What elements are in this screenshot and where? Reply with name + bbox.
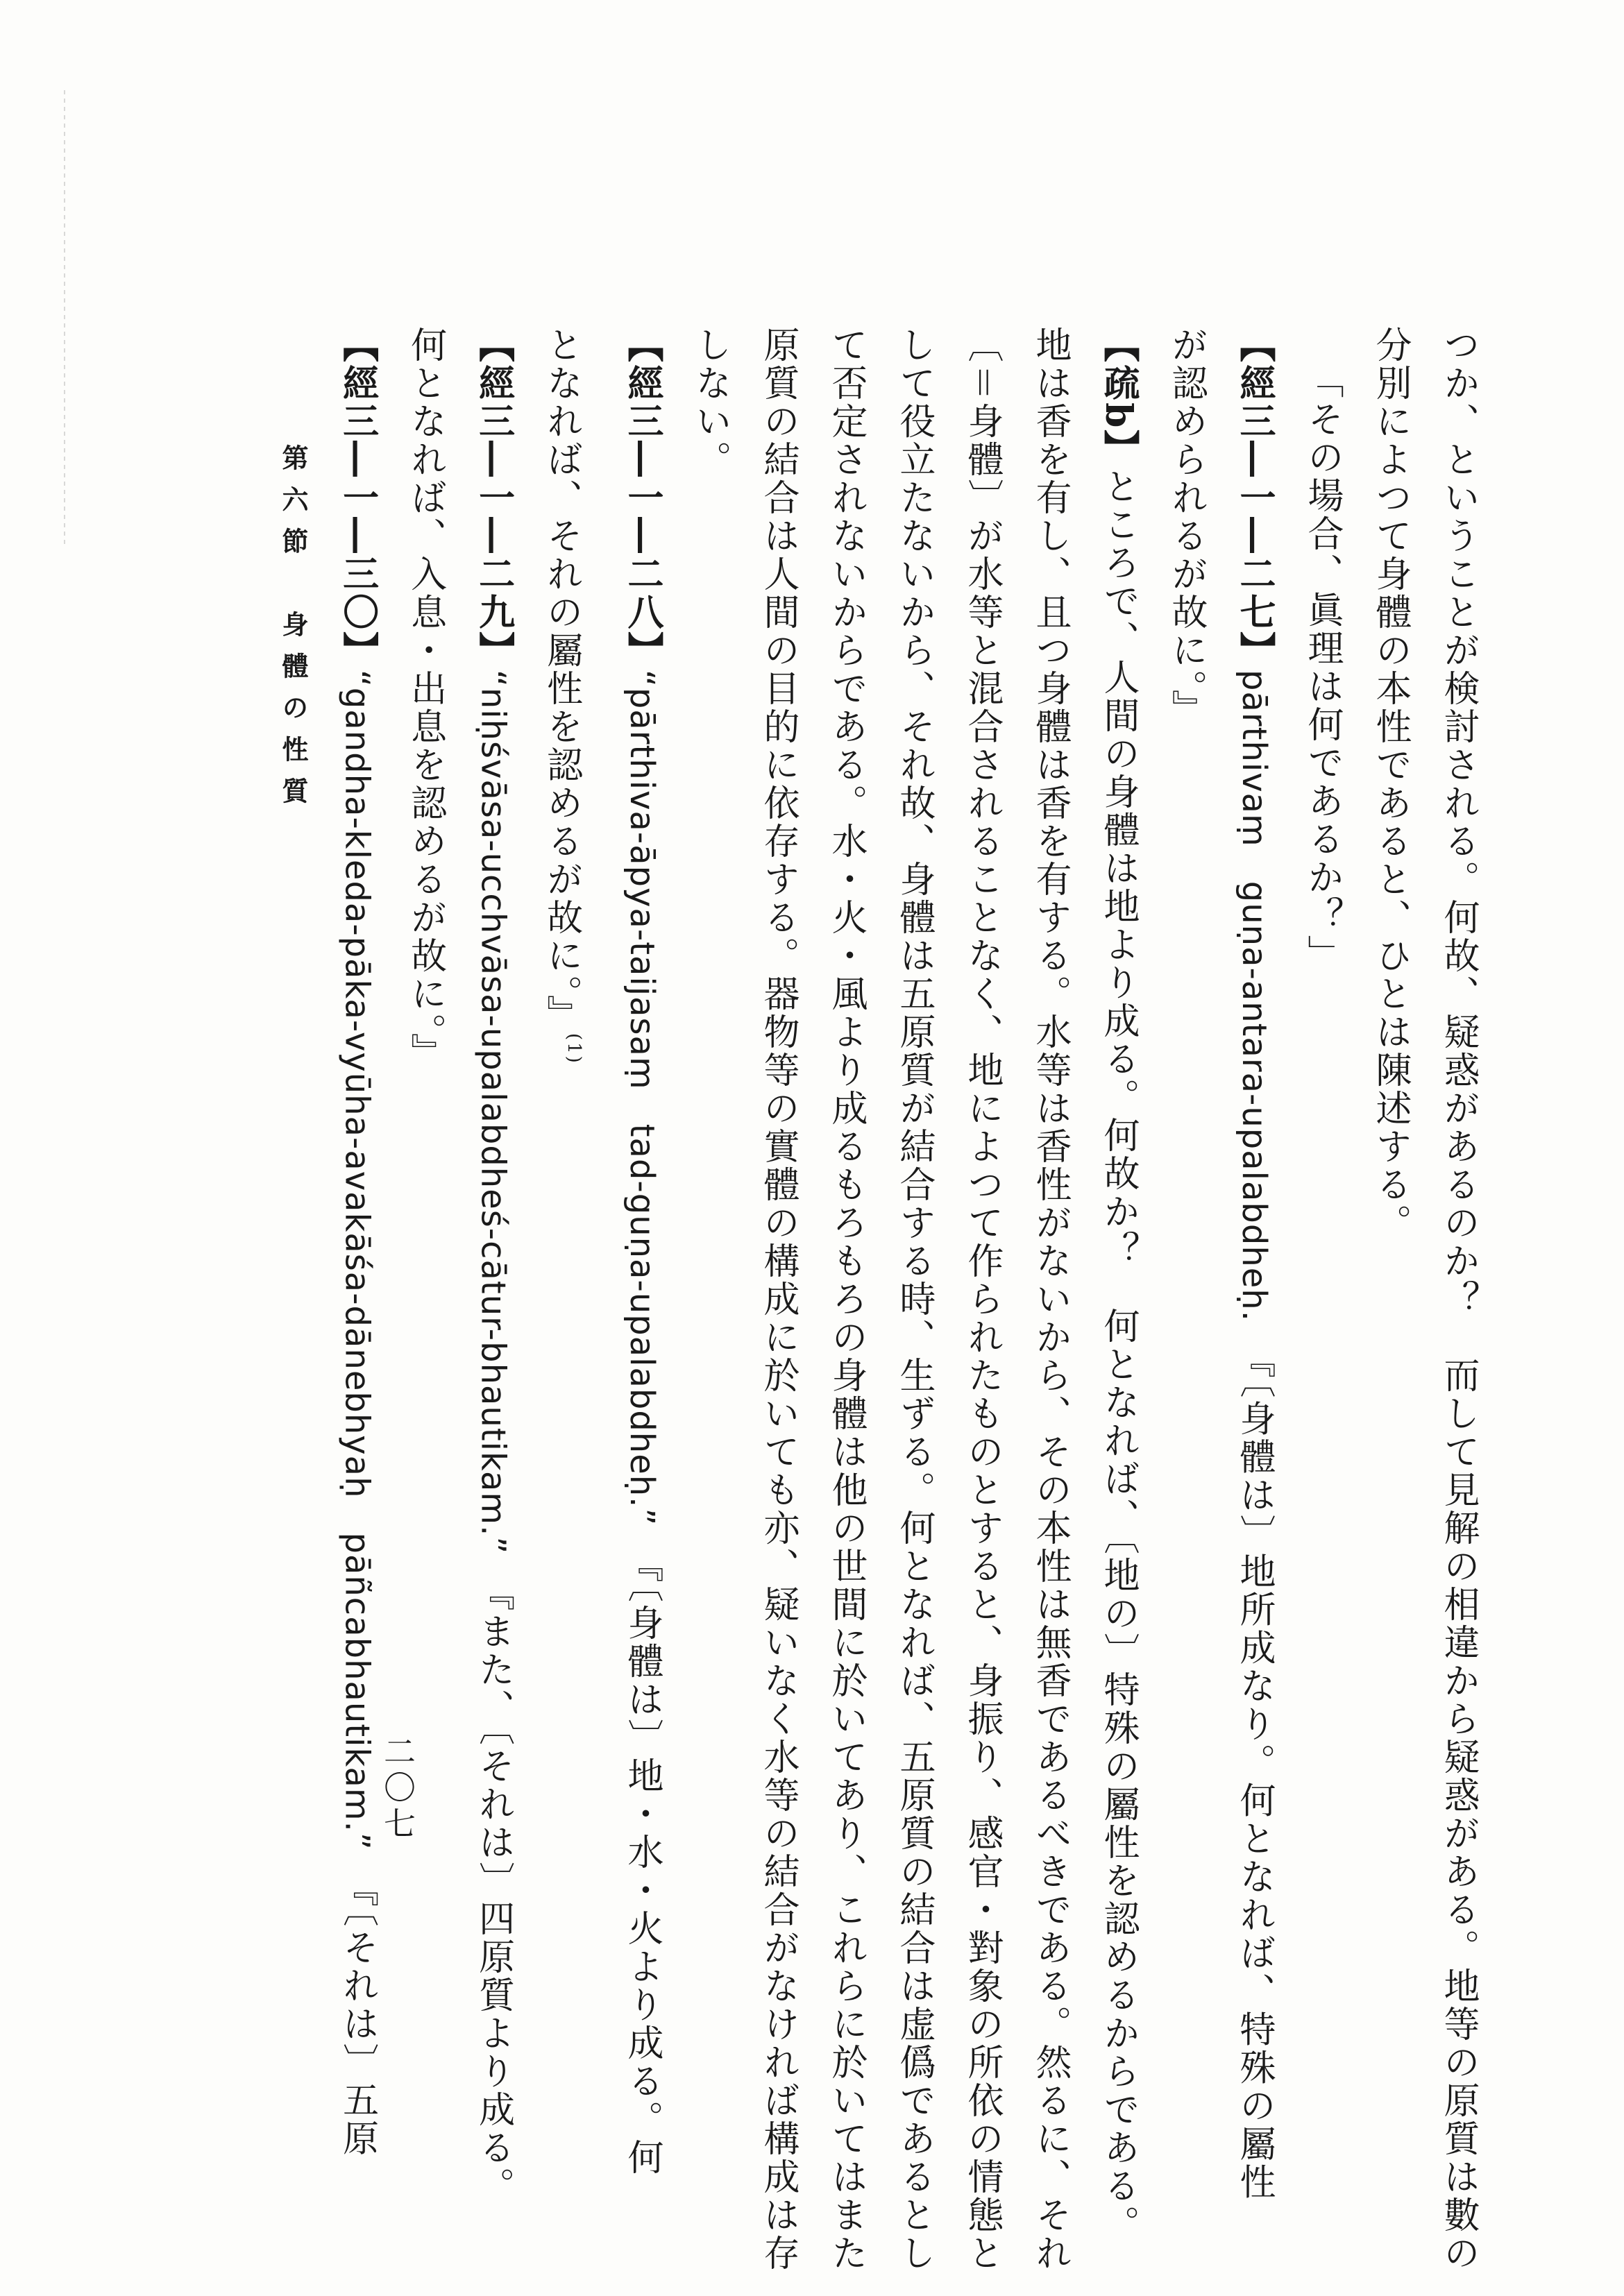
margin-rule	[64, 90, 65, 548]
text-line-1	[1424, 326, 1492, 2272]
text-line-13	[608, 326, 676, 2177]
line-text: つか、ということが検討される。何故、疑惑があるのか？ 而して見解の相違から疑惑がある。地等の原質は數の	[1437, 326, 1479, 2272]
line-text: しない。	[689, 326, 731, 479]
sanskrit-text: pārthivaṃ guṇa-antara-upalabdheḥ.	[1235, 670, 1274, 1322]
commentary-heading: 【疏b】	[1097, 326, 1140, 468]
line-text: 分別によつて身體の本性であると、ひとは陳述する。	[1369, 326, 1411, 1242]
line-text: して役立たないから、それ故、身體は五原質が結合する時、生ずる。何となれば、五原質の結合は虚僞であるとし	[893, 326, 935, 2272]
sanskrit-text: “niḥśvāsa-ucchvāsa-upalabdheś-cātur-bhautikam.”	[473, 670, 513, 1555]
sutra-heading: 【經三―一―二七】	[1233, 326, 1276, 670]
text-line-4	[1220, 326, 1288, 2202]
footnote-marker: (1)	[564, 1033, 584, 1065]
line-text: 原質の結合は人間の目的に依存する。器物等の實體の構成に於いても亦、疑いなく水等の結合がなければ構成は存	[757, 326, 799, 2272]
page-number: 二〇七	[379, 1735, 416, 1843]
body-text	[323, 326, 1492, 2272]
sanskrit-text: “pārthiva-āpya-taijasaṃ tad-guṇa-upalabdheḥ.”	[623, 670, 661, 1527]
text-line-5	[1152, 326, 1220, 2102]
line-text: が認められるが故に。』	[1165, 326, 1207, 728]
text-line-15	[459, 326, 527, 2206]
line-text: 何となれば、入息・出息を認めるが故に。』	[404, 326, 446, 1071]
text-line-2	[1356, 326, 1424, 2102]
text-line-14	[527, 326, 608, 2102]
translation-text: 『〔身體は〕地・水・火より成る。何	[621, 1564, 663, 2177]
text-line-11	[744, 326, 812, 2272]
sanskrit-text: “gandha-kleda-pāka-vyūha-avakāśa-dānebhyaḥ pāñcabhautikam.”	[337, 670, 377, 1851]
translation-text: 『また、〔それは〕四原質より成る。	[472, 1592, 514, 2206]
sutra-heading: 【經三―一―三〇】	[336, 326, 379, 670]
text-line-6	[1084, 326, 1152, 2244]
running-head: 第六節 身體の性質	[278, 444, 309, 819]
text-line-12	[676, 326, 744, 2102]
text-line-10	[812, 326, 880, 2272]
line-text: 〔＝身體〕が水等と混合されることなく、地によつて作られたものとすると、身振り、感官・對象の所依の情態と	[961, 326, 1003, 2272]
sutra-heading: 【經三―一―二九】	[472, 326, 515, 670]
text-line-3	[1288, 326, 1356, 2102]
line-text: 地は香を有し、且つ身體は香を有する。水等は香性がないから、その本性は無香であるべきである。然るに、それ	[1029, 326, 1071, 2272]
text-line-9	[880, 326, 948, 2272]
text-line-8	[948, 326, 1016, 2272]
sutra-heading: 【經三―一―二八】	[621, 326, 663, 670]
line-text: となれば、それの屬性を認めるが故に。』	[540, 326, 582, 1033]
translation-text: 『〔身體は〕地所成なり。何となれば、特殊の屬性	[1233, 1359, 1275, 2202]
text-line-7	[1016, 326, 1084, 2272]
translation-text: 『〔それは〕五原	[336, 1888, 378, 2158]
line-text: ところで、人間の身體は地より成る。何故か？ 何となれば、〔地の〕特殊の屬性を認めるからである。	[1097, 468, 1139, 2244]
quote-line: 「その場合、眞理は何であるか？」	[1301, 362, 1343, 973]
line-text: て否定されないからである。水・火・風より成るもろもろの身體は他の世間に於いてあり、これらに於いてはまた	[825, 326, 867, 2272]
